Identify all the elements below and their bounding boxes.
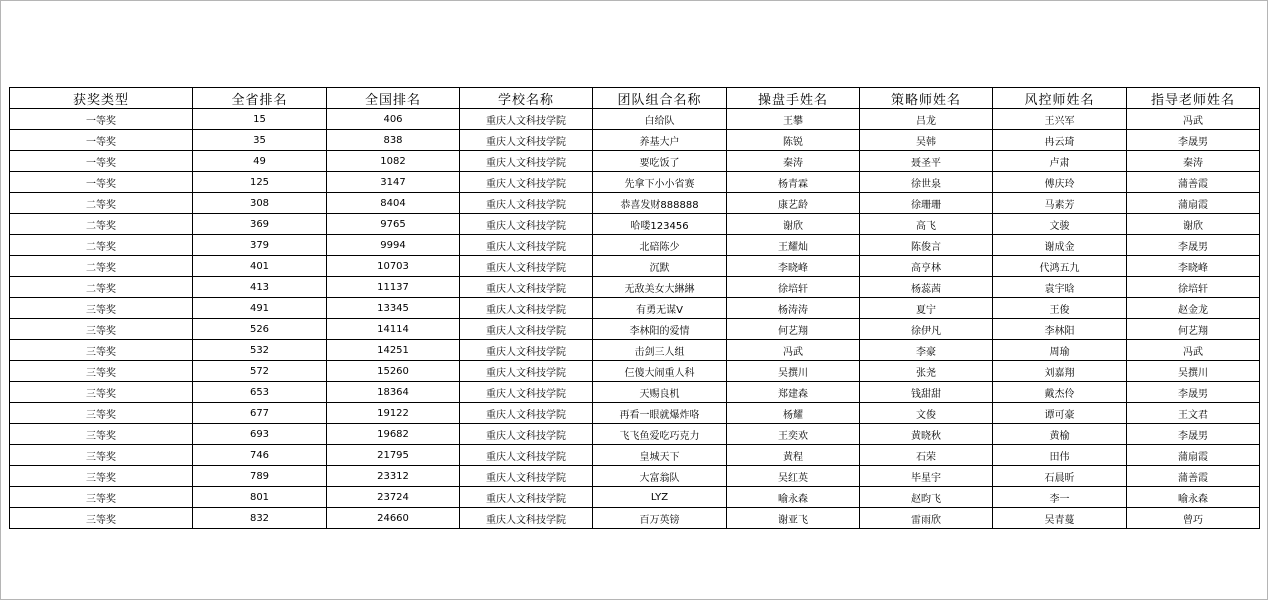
table-row	[10, 277, 1260, 298]
cell-team-name: 哈喽123456	[593, 214, 727, 235]
cell-trader-name: 杨涛涛	[727, 298, 860, 319]
cell-school-name: 重庆人文科技学院	[460, 256, 593, 277]
cell-team-name: 沉默	[593, 256, 727, 277]
cell-team-name: 无敌美女大綝綝	[593, 277, 727, 298]
cell-school-name: 重庆人文科技学院	[460, 235, 593, 256]
cell-advisor-name: 喻永森	[1127, 487, 1260, 508]
table-row	[10, 403, 1260, 424]
cell-school-name: 重庆人文科技学院	[460, 214, 593, 235]
cell-trader-name: 王耀灿	[727, 235, 860, 256]
cell-award-type: 一等奖	[10, 130, 193, 151]
cell-school-name: 重庆人文科技学院	[460, 424, 593, 445]
cell-national-rank: 8404	[327, 193, 460, 214]
cell-strategist-name: 徐伊凡	[860, 319, 993, 340]
cell-risk-controller-name: 刘嘉翔	[993, 361, 1127, 382]
cell-risk-controller-name: 代鸿五九	[993, 256, 1127, 277]
cell-risk-controller-name: 黄榆	[993, 424, 1127, 445]
cell-province-rank: 125	[193, 172, 327, 193]
cell-advisor-name: 谢欣	[1127, 214, 1260, 235]
cell-strategist-name: 吕龙	[860, 109, 993, 130]
cell-award-type: 一等奖	[10, 151, 193, 172]
cell-trader-name: 杨青霖	[727, 172, 860, 193]
cell-advisor-name: 李晟男	[1127, 235, 1260, 256]
cell-province-rank: 526	[193, 319, 327, 340]
table-row	[10, 130, 1260, 151]
cell-risk-controller-name: 周瑜	[993, 340, 1127, 361]
table-row	[10, 424, 1260, 445]
cell-award-type: 三等奖	[10, 487, 193, 508]
cell-strategist-name: 杨蕊茜	[860, 277, 993, 298]
cell-school-name: 重庆人文科技学院	[460, 466, 593, 487]
cell-national-rank: 18364	[327, 382, 460, 403]
cell-national-rank: 9994	[327, 235, 460, 256]
table-row	[10, 193, 1260, 214]
cell-strategist-name: 毕星宇	[860, 466, 993, 487]
cell-advisor-name: 赵金龙	[1127, 298, 1260, 319]
cell-province-rank: 401	[193, 256, 327, 277]
cell-award-type: 一等奖	[10, 172, 193, 193]
cell-advisor-name: 曾巧	[1127, 508, 1260, 529]
cell-province-rank: 677	[193, 403, 327, 424]
table-row	[10, 340, 1260, 361]
cell-risk-controller-name: 谢成金	[993, 235, 1127, 256]
cell-trader-name: 喻永森	[727, 487, 860, 508]
cell-advisor-name: 徐培轩	[1127, 277, 1260, 298]
cell-national-rank: 19682	[327, 424, 460, 445]
cell-strategist-name: 钱甜甜	[860, 382, 993, 403]
table-row	[10, 319, 1260, 340]
table-row	[10, 382, 1260, 403]
cell-school-name: 重庆人文科技学院	[460, 109, 593, 130]
cell-award-type: 三等奖	[10, 298, 193, 319]
cell-team-name: 天赐良机	[593, 382, 727, 403]
cell-team-name: 先拿下小小省赛	[593, 172, 727, 193]
table-row	[10, 256, 1260, 277]
table-row	[10, 109, 1260, 130]
cell-province-rank: 693	[193, 424, 327, 445]
cell-risk-controller-name: 马素芳	[993, 193, 1127, 214]
cell-strategist-name: 李豪	[860, 340, 993, 361]
cell-risk-controller-name: 谭可豪	[993, 403, 1127, 424]
cell-award-type: 二等奖	[10, 193, 193, 214]
cell-team-name: 百万英镑	[593, 508, 727, 529]
cell-award-type: 二等奖	[10, 277, 193, 298]
cell-school-name: 重庆人文科技学院	[460, 382, 593, 403]
cell-strategist-name: 徐珊珊	[860, 193, 993, 214]
cell-risk-controller-name: 卢肃	[993, 151, 1127, 172]
cell-advisor-name: 吴撰川	[1127, 361, 1260, 382]
cell-trader-name: 陈锐	[727, 130, 860, 151]
header-province-rank: 全省排名	[193, 88, 327, 109]
table-row	[10, 172, 1260, 193]
cell-province-rank: 35	[193, 130, 327, 151]
cell-trader-name: 王攀	[727, 109, 860, 130]
cell-award-type: 三等奖	[10, 424, 193, 445]
cell-national-rank: 19122	[327, 403, 460, 424]
cell-award-type: 三等奖	[10, 361, 193, 382]
table-row	[10, 361, 1260, 382]
header-row	[10, 88, 1260, 109]
cell-national-rank: 23312	[327, 466, 460, 487]
cell-risk-controller-name: 傅庆玲	[993, 172, 1127, 193]
cell-national-rank: 9765	[327, 214, 460, 235]
cell-province-rank: 746	[193, 445, 327, 466]
cell-risk-controller-name: 王兴军	[993, 109, 1127, 130]
cell-strategist-name: 文俊	[860, 403, 993, 424]
cell-trader-name: 黄程	[727, 445, 860, 466]
cell-trader-name: 李晓峰	[727, 256, 860, 277]
cell-national-rank: 14251	[327, 340, 460, 361]
header-award-type: 获奖类型	[10, 88, 193, 109]
cell-school-name: 重庆人文科技学院	[460, 403, 593, 424]
cell-team-name: 仨傻大闹重人科	[593, 361, 727, 382]
cell-school-name: 重庆人文科技学院	[460, 445, 593, 466]
cell-team-name: 北碚陈少	[593, 235, 727, 256]
cell-strategist-name: 高亨林	[860, 256, 993, 277]
cell-advisor-name: 蒲扇霞	[1127, 445, 1260, 466]
cell-trader-name: 康艺龄	[727, 193, 860, 214]
cell-award-type: 二等奖	[10, 235, 193, 256]
header-risk-controller-name: 风控师姓名	[993, 88, 1127, 109]
cell-school-name: 重庆人文科技学院	[460, 508, 593, 529]
cell-national-rank: 21795	[327, 445, 460, 466]
cell-advisor-name: 冯武	[1127, 340, 1260, 361]
cell-school-name: 重庆人文科技学院	[460, 487, 593, 508]
cell-award-type: 二等奖	[10, 256, 193, 277]
header-trader-name: 操盘手姓名	[727, 88, 860, 109]
header-strategist-name: 策略师姓名	[860, 88, 993, 109]
cell-province-rank: 789	[193, 466, 327, 487]
cell-advisor-name: 冯武	[1127, 109, 1260, 130]
cell-national-rank: 838	[327, 130, 460, 151]
cell-province-rank: 49	[193, 151, 327, 172]
cell-national-rank: 13345	[327, 298, 460, 319]
awards-table	[9, 87, 1260, 529]
cell-province-rank: 832	[193, 508, 327, 529]
cell-national-rank: 3147	[327, 172, 460, 193]
cell-strategist-name: 石荣	[860, 445, 993, 466]
cell-province-rank: 413	[193, 277, 327, 298]
cell-team-name: 有勇无谋V	[593, 298, 727, 319]
table-row	[10, 466, 1260, 487]
cell-award-type: 三等奖	[10, 466, 193, 487]
cell-advisor-name: 李晓峰	[1127, 256, 1260, 277]
cell-award-type: 三等奖	[10, 382, 193, 403]
cell-school-name: 重庆人文科技学院	[460, 151, 593, 172]
cell-advisor-name: 李晟男	[1127, 130, 1260, 151]
cell-trader-name: 谢欣	[727, 214, 860, 235]
cell-province-rank: 308	[193, 193, 327, 214]
header-school-name: 学校名称	[460, 88, 593, 109]
cell-team-name: 击剑三人组	[593, 340, 727, 361]
cell-trader-name: 吴红英	[727, 466, 860, 487]
cell-team-name: 白给队	[593, 109, 727, 130]
cell-strategist-name: 聂圣平	[860, 151, 993, 172]
cell-trader-name: 吴撰川	[727, 361, 860, 382]
table-body	[10, 109, 1260, 529]
cell-team-name: 大富翁队	[593, 466, 727, 487]
cell-school-name: 重庆人文科技学院	[460, 298, 593, 319]
cell-school-name: 重庆人文科技学院	[460, 130, 593, 151]
cell-trader-name: 王奕欢	[727, 424, 860, 445]
cell-national-rank: 23724	[327, 487, 460, 508]
cell-trader-name: 秦涛	[727, 151, 860, 172]
cell-team-name: 皇城天下	[593, 445, 727, 466]
cell-province-rank: 532	[193, 340, 327, 361]
cell-province-rank: 653	[193, 382, 327, 403]
cell-advisor-name: 蒲善霞	[1127, 466, 1260, 487]
cell-team-name: 李林阳的爱情	[593, 319, 727, 340]
cell-risk-controller-name: 吴青蔓	[993, 508, 1127, 529]
cell-national-rank: 14114	[327, 319, 460, 340]
cell-school-name: 重庆人文科技学院	[460, 319, 593, 340]
cell-national-rank: 406	[327, 109, 460, 130]
cell-strategist-name: 陈俊言	[860, 235, 993, 256]
cell-national-rank: 1082	[327, 151, 460, 172]
cell-school-name: 重庆人文科技学院	[460, 172, 593, 193]
cell-advisor-name: 秦涛	[1127, 151, 1260, 172]
cell-risk-controller-name: 文骏	[993, 214, 1127, 235]
cell-advisor-name: 蒲扇霞	[1127, 193, 1260, 214]
cell-strategist-name: 黄晓秋	[860, 424, 993, 445]
cell-national-rank: 11137	[327, 277, 460, 298]
header-advisor-name: 指导老师姓名	[1127, 88, 1260, 109]
cell-province-rank: 572	[193, 361, 327, 382]
cell-strategist-name: 夏宁	[860, 298, 993, 319]
cell-trader-name: 谢亚飞	[727, 508, 860, 529]
cell-province-rank: 369	[193, 214, 327, 235]
cell-trader-name: 徐培轩	[727, 277, 860, 298]
header-team-name: 团队组合名称	[593, 88, 727, 109]
cell-award-type: 一等奖	[10, 109, 193, 130]
cell-award-type: 二等奖	[10, 214, 193, 235]
cell-risk-controller-name: 田伟	[993, 445, 1127, 466]
cell-advisor-name: 李晟男	[1127, 382, 1260, 403]
cell-risk-controller-name: 冉云琦	[993, 130, 1127, 151]
cell-national-rank: 24660	[327, 508, 460, 529]
cell-advisor-name: 王文君	[1127, 403, 1260, 424]
cell-award-type: 三等奖	[10, 340, 193, 361]
cell-province-rank: 801	[193, 487, 327, 508]
cell-risk-controller-name: 石晨昕	[993, 466, 1127, 487]
table-row	[10, 487, 1260, 508]
cell-school-name: 重庆人文科技学院	[460, 340, 593, 361]
table-row	[10, 445, 1260, 466]
cell-team-name: 恭喜发财888888	[593, 193, 727, 214]
cell-national-rank: 15260	[327, 361, 460, 382]
cell-strategist-name: 高飞	[860, 214, 993, 235]
cell-strategist-name: 张尧	[860, 361, 993, 382]
cell-risk-controller-name: 李一	[993, 487, 1127, 508]
cell-team-name: 要吃饭了	[593, 151, 727, 172]
cell-province-rank: 379	[193, 235, 327, 256]
cell-school-name: 重庆人文科技学院	[460, 193, 593, 214]
cell-award-type: 三等奖	[10, 445, 193, 466]
cell-trader-name: 何艺翔	[727, 319, 860, 340]
cell-school-name: 重庆人文科技学院	[460, 361, 593, 382]
cell-risk-controller-name: 袁宇晗	[993, 277, 1127, 298]
cell-risk-controller-name: 王俊	[993, 298, 1127, 319]
cell-province-rank: 491	[193, 298, 327, 319]
cell-team-name: LYZ	[593, 487, 727, 508]
table-header	[10, 88, 1260, 109]
cell-school-name: 重庆人文科技学院	[460, 277, 593, 298]
header-national-rank: 全国排名	[327, 88, 460, 109]
cell-award-type: 三等奖	[10, 319, 193, 340]
cell-team-name: 飞飞鱼爱吃巧克力	[593, 424, 727, 445]
cell-strategist-name: 吴韩	[860, 130, 993, 151]
table-row	[10, 151, 1260, 172]
cell-award-type: 三等奖	[10, 508, 193, 529]
cell-trader-name: 郑建森	[727, 382, 860, 403]
table-row	[10, 235, 1260, 256]
cell-strategist-name: 赵昀飞	[860, 487, 993, 508]
cell-strategist-name: 徐世泉	[860, 172, 993, 193]
cell-strategist-name: 雷雨欣	[860, 508, 993, 529]
cell-trader-name: 杨耀	[727, 403, 860, 424]
cell-team-name: 再看一眼就爆炸咯	[593, 403, 727, 424]
table-row	[10, 298, 1260, 319]
cell-risk-controller-name: 戴杰伶	[993, 382, 1127, 403]
table-row	[10, 214, 1260, 235]
cell-team-name: 养基大户	[593, 130, 727, 151]
table-row	[10, 508, 1260, 529]
cell-trader-name: 冯武	[727, 340, 860, 361]
cell-award-type: 三等奖	[10, 403, 193, 424]
cell-province-rank: 15	[193, 109, 327, 130]
cell-advisor-name: 何艺翔	[1127, 319, 1260, 340]
cell-national-rank: 10703	[327, 256, 460, 277]
cell-risk-controller-name: 李林阳	[993, 319, 1127, 340]
cell-advisor-name: 李晟男	[1127, 424, 1260, 445]
cell-advisor-name: 蒲善霞	[1127, 172, 1260, 193]
